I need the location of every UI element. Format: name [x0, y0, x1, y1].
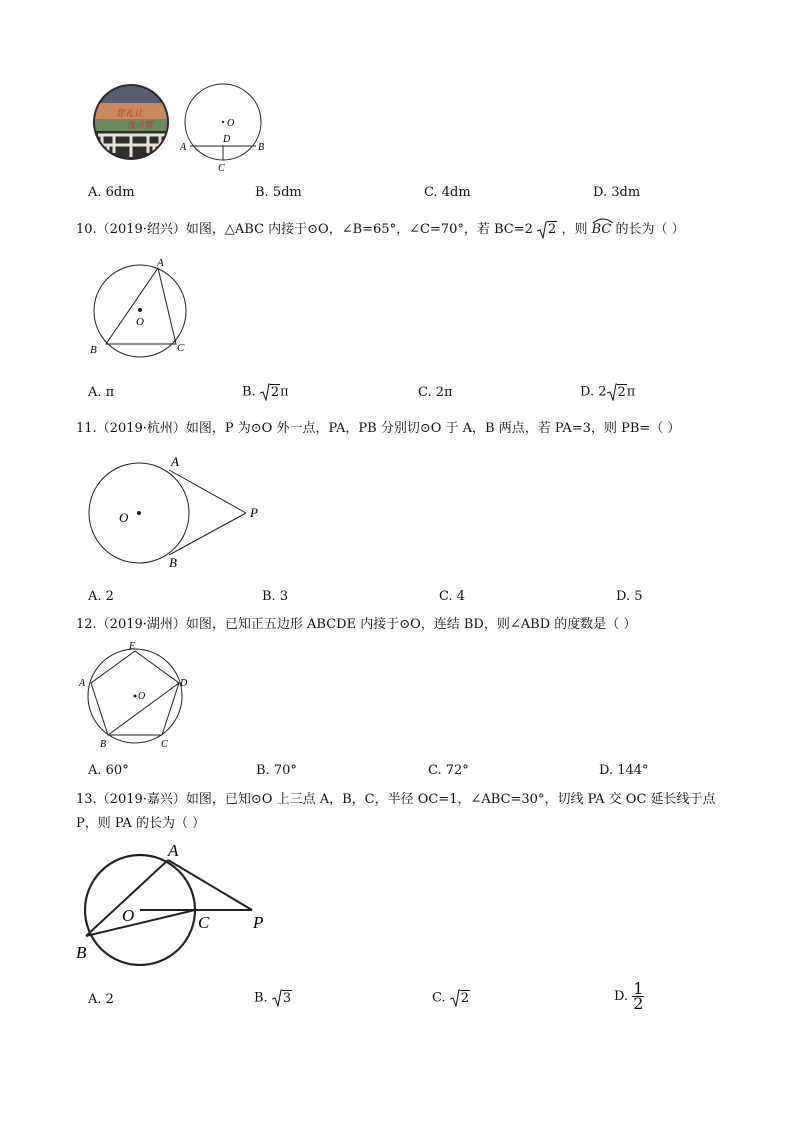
- q13-label-c: C: [198, 913, 210, 932]
- q10-option-b[interactable]: [242, 383, 289, 401]
- q10-option-d-radicand: 2: [617, 384, 626, 400]
- q12-figure: [76, 640, 196, 752]
- q10-figure: [84, 256, 194, 358]
- q13-stem-line1: 13.（2019·嘉兴）如图，已知⊙O 上三点 A，B，C，半径 OC=1，∠ABC=30°，切线 PA 交 OC 延长线于点: [76, 792, 716, 807]
- q10-label-c: C: [177, 342, 185, 354]
- q10-stem-post: 的长为（ ）: [615, 222, 685, 237]
- q13-option-b-radical: [272, 989, 292, 1007]
- q9-label-o: O: [227, 118, 235, 129]
- q9-label-b: B: [258, 142, 265, 153]
- q13-option-d-fraction: [632, 979, 644, 1013]
- q11-option-b[interactable]: B. 3: [262, 589, 289, 604]
- q10-option-c[interactable]: C. 2π: [418, 385, 453, 400]
- q13-option-d[interactable]: [614, 979, 644, 1013]
- q9-label-c: C: [218, 163, 225, 174]
- q13-label-o: O: [122, 906, 135, 925]
- q9-option-d[interactable]: D. 3dm: [593, 185, 641, 200]
- q12-label-b: B: [100, 739, 107, 750]
- q10-arc-bc: [592, 222, 612, 237]
- q9-badge-text-2: 我点赞: [126, 120, 154, 130]
- q13-label-a: A: [168, 841, 179, 860]
- q10-option-d[interactable]: [580, 383, 635, 401]
- q13-option-c[interactable]: [432, 989, 470, 1007]
- q10-option-b-pre: B.: [242, 384, 260, 400]
- q9-option-b[interactable]: B. 5dm: [255, 185, 302, 200]
- q9-option-a[interactable]: A. 6dm: [88, 185, 135, 200]
- q13-stem-line2: P，则 PA 的长为（ ）: [76, 816, 206, 831]
- q13-figure: [74, 838, 274, 966]
- q11-label-o: O: [119, 510, 129, 525]
- q13-option-d-denominator: 2: [633, 994, 644, 1013]
- q13-label-b: B: [76, 943, 87, 962]
- q9-circle-figure: [178, 83, 268, 175]
- q10-stem: [76, 218, 685, 239]
- q10-arc-label: BC: [591, 222, 612, 237]
- q12-stem: 12.（2019·湖州）如图，已知正五边形 ABCDE 内接于⊙O，连结 BD，则∠ABD 的度数是（ ）: [76, 617, 637, 632]
- q11-option-c[interactable]: C. 4: [439, 589, 466, 604]
- q10-option-d-post: π: [626, 384, 636, 400]
- q9-option-c[interactable]: C. 4dm: [424, 185, 471, 200]
- q11-label-b: B: [169, 555, 177, 570]
- q13-option-c-pre: C.: [432, 990, 450, 1006]
- q9-badge-figure: [90, 83, 174, 163]
- q10-option-d-pre: D. 2: [580, 384, 607, 400]
- q12-option-a[interactable]: A. 60°: [88, 763, 129, 778]
- q10-label-o: O: [136, 316, 144, 328]
- q12-option-c[interactable]: C. 72°: [428, 763, 469, 778]
- q11-label-p: P: [250, 505, 258, 520]
- q12-label-c: C: [161, 739, 168, 750]
- q13-option-b-pre: B.: [254, 990, 272, 1006]
- q13-option-d-numerator: 1: [633, 979, 644, 998]
- q10-stem-pre: 10.（2019·绍兴）如图，△ABC 内接于⊙O，∠B=65°，∠C=70°，若 BC=2: [76, 222, 533, 237]
- q9-badge-text-1: 您礼让: [116, 108, 144, 118]
- q10-option-b-post: π: [280, 384, 289, 400]
- q12-label-a: A: [79, 678, 86, 689]
- q10-option-b-radicand: 2: [270, 384, 280, 400]
- q11-figure: [84, 450, 269, 575]
- q13-option-c-radicand: 2: [460, 990, 470, 1006]
- q12-option-b[interactable]: B. 70°: [256, 763, 297, 778]
- q13-option-c-radical: [450, 989, 470, 1007]
- q9-label-a: A: [180, 142, 187, 153]
- q11-option-d[interactable]: D. 5: [616, 589, 643, 604]
- q12-option-d[interactable]: D. 144°: [599, 763, 649, 778]
- q9-label-d: D: [223, 134, 231, 145]
- q10-label-b: B: [90, 344, 97, 356]
- q13-option-b-radicand: 3: [282, 990, 292, 1006]
- q10-stem-radicand: 2: [548, 222, 557, 237]
- q12-label-o: O: [138, 691, 146, 702]
- q10-option-a[interactable]: A. π: [88, 385, 115, 400]
- q13-option-d-pre: D.: [614, 989, 633, 1004]
- q12-label-e: E: [129, 641, 136, 652]
- q10-label-a: A: [157, 257, 164, 269]
- q12-label-d: D: [180, 678, 188, 689]
- q10-stem-radical: [537, 221, 557, 239]
- q10-option-b-radical: [260, 383, 280, 401]
- q10-stem-mid: ，则: [561, 222, 588, 237]
- q11-label-a: A: [171, 454, 179, 469]
- q13-option-a[interactable]: A. 2: [88, 992, 114, 1007]
- q11-option-a[interactable]: A. 2: [88, 589, 114, 604]
- q10-option-d-radical: [607, 383, 627, 401]
- q13-label-p: P: [253, 913, 264, 932]
- q13-option-b[interactable]: [254, 989, 292, 1007]
- q11-stem: 11.（2019·杭州）如图，P 为⊙O 外一点，PA，PB 分别切⊙O 于 A，B 两点，若 PA=3，则 PB=（ ）: [76, 421, 681, 436]
